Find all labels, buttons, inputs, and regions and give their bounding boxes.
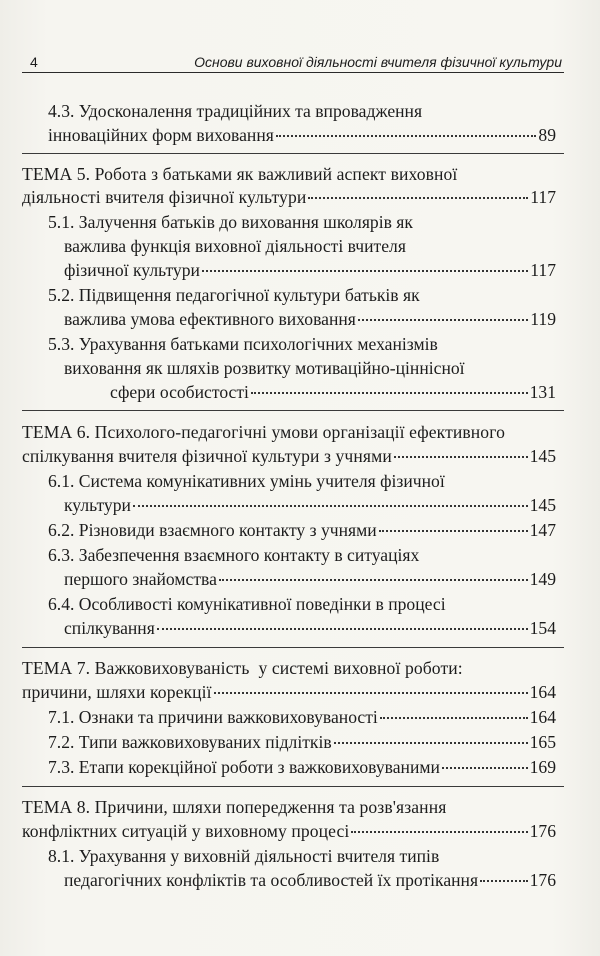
toc-entry-5-1-line1: 5.1. Залучення батьків до виховання школярів як <box>48 212 413 232</box>
toc-topic-8-line1: ТЕМА 8. Причини, шляхи попередження та розв'язання <box>22 797 447 817</box>
toc-entry-7-2: 7.2. Типи важковиховуваних підлітків 165 <box>48 732 556 752</box>
toc-entry-4-3-line2: інноваційних форм виховання 89 <box>48 125 556 145</box>
toc-topic-6-line2: спілкування вчителя фізичної культури з учнями 145 <box>22 446 556 466</box>
toc-entry-6-2: 6.2. Різновиди взаємного контакту з учнями 147 <box>48 520 556 540</box>
leader-dots <box>379 530 528 532</box>
page-ref: 131 <box>529 382 556 402</box>
toc-topic-5-line2: діяльності вчителя фізичної культури 117 <box>22 187 556 207</box>
leader-dots <box>276 135 537 137</box>
toc-entry-8-1-line1: 8.1. Урахування у виховній діяльності вчителя типів <box>48 846 440 866</box>
leader-dots <box>157 628 528 630</box>
leader-dots <box>358 319 528 321</box>
toc-entry-8-1-line2: педагогічних конфліктів та особливостей їх протікання 176 <box>64 870 556 890</box>
toc-entry-6-4-line1: 6.4. Особливості комунікативної поведінки в процесі <box>48 594 446 614</box>
toc-entry-6-4-line2: спілкування 154 <box>64 618 556 638</box>
page-ref: 89 <box>538 125 556 145</box>
leader-dots <box>380 717 528 719</box>
page-ref: 176 <box>529 821 556 841</box>
page-ref: 164 <box>529 707 556 727</box>
leader-dots <box>214 692 528 694</box>
toc-topic-7-line2: причини, шляхи корекції 164 <box>22 682 556 702</box>
toc-topic-8-line2: конфліктних ситуацій у виховному процесі 176 <box>22 821 556 841</box>
page-ref: 154 <box>529 618 556 638</box>
leader-dots <box>442 767 528 769</box>
leader-dots <box>133 505 528 507</box>
toc-entry-4-3-line1: 4.3. Удосконалення традиційних та впровадження <box>48 101 423 121</box>
page-ref: 119 <box>530 309 556 329</box>
toc-entry-5-3-line2: виховання як шляхів розвитку мотиваційно-ціннісної <box>64 358 465 378</box>
leader-dots <box>394 456 528 458</box>
topic-separator <box>22 153 564 154</box>
page-ref: 117 <box>530 187 556 207</box>
toc-entry-6-1-line2: культури 145 <box>64 495 556 515</box>
topic-separator <box>22 786 564 787</box>
leader-dots <box>480 880 528 882</box>
toc-entry-7-1: 7.1. Ознаки та причини важковиховуваності 164 <box>48 707 556 727</box>
page-ref: 145 <box>529 495 556 515</box>
topic-separator <box>22 647 564 648</box>
toc-entry-5-3-line3: сфери особистості 131 <box>110 382 556 402</box>
toc-entry-6-3-line2: першого знайомства 149 <box>64 569 556 589</box>
page-ref: 169 <box>529 757 556 777</box>
toc-entry-5-2-line1: 5.2. Підвищення педагогічної культури батьків як <box>48 285 420 305</box>
leader-dots <box>251 392 528 394</box>
toc-entry-6-1-line1: 6.1. Система комунікативних умінь учителя фізичної <box>48 471 445 491</box>
toc-entry-5-1-line2: важлива функція виховної діяльності вчителя <box>64 236 406 256</box>
leader-dots <box>308 197 528 199</box>
page-ref: 147 <box>529 520 556 540</box>
page-ref: 165 <box>529 732 556 752</box>
toc-entry-5-1-line3: фізичної культури 117 <box>64 260 556 280</box>
toc-entry-6-3-line1: 6.3. Забезпечення взаємного контакту в ситуаціях <box>48 545 420 565</box>
running-title: Основи виховної діяльності вчителя фізичної культури <box>194 54 562 70</box>
toc-topic-5-line1: ТЕМА 5. Робота з батьками як важливий аспект виховної <box>22 164 458 184</box>
page-ref: 164 <box>529 682 556 702</box>
page-ref: 145 <box>529 446 556 466</box>
leader-dots <box>334 742 528 744</box>
toc-entry-7-3: 7.3. Етапи корекційної роботи з важковиховуваними 169 <box>48 757 556 777</box>
toc-topic-6-line1: ТЕМА 6. Психолого-педагогічні умови організації ефективного <box>22 422 505 442</box>
toc-entry-5-2-line2: важлива умова ефективного виховання 119 <box>64 309 556 329</box>
page-ref: 149 <box>529 569 556 589</box>
topic-separator <box>22 410 564 411</box>
leader-dots <box>219 579 528 581</box>
leader-dots <box>202 270 528 272</box>
toc-topic-7-line1: ТЕМА 7. Важковиховуваність у системі виховної роботи: <box>22 658 463 678</box>
page-number: 4 <box>30 54 38 70</box>
page-ref: 117 <box>530 260 556 280</box>
page-ref: 176 <box>529 870 556 890</box>
leader-dots <box>351 831 527 833</box>
toc-entry-5-3-line1: 5.3. Урахування батьками психологічних механізмів <box>48 334 438 354</box>
